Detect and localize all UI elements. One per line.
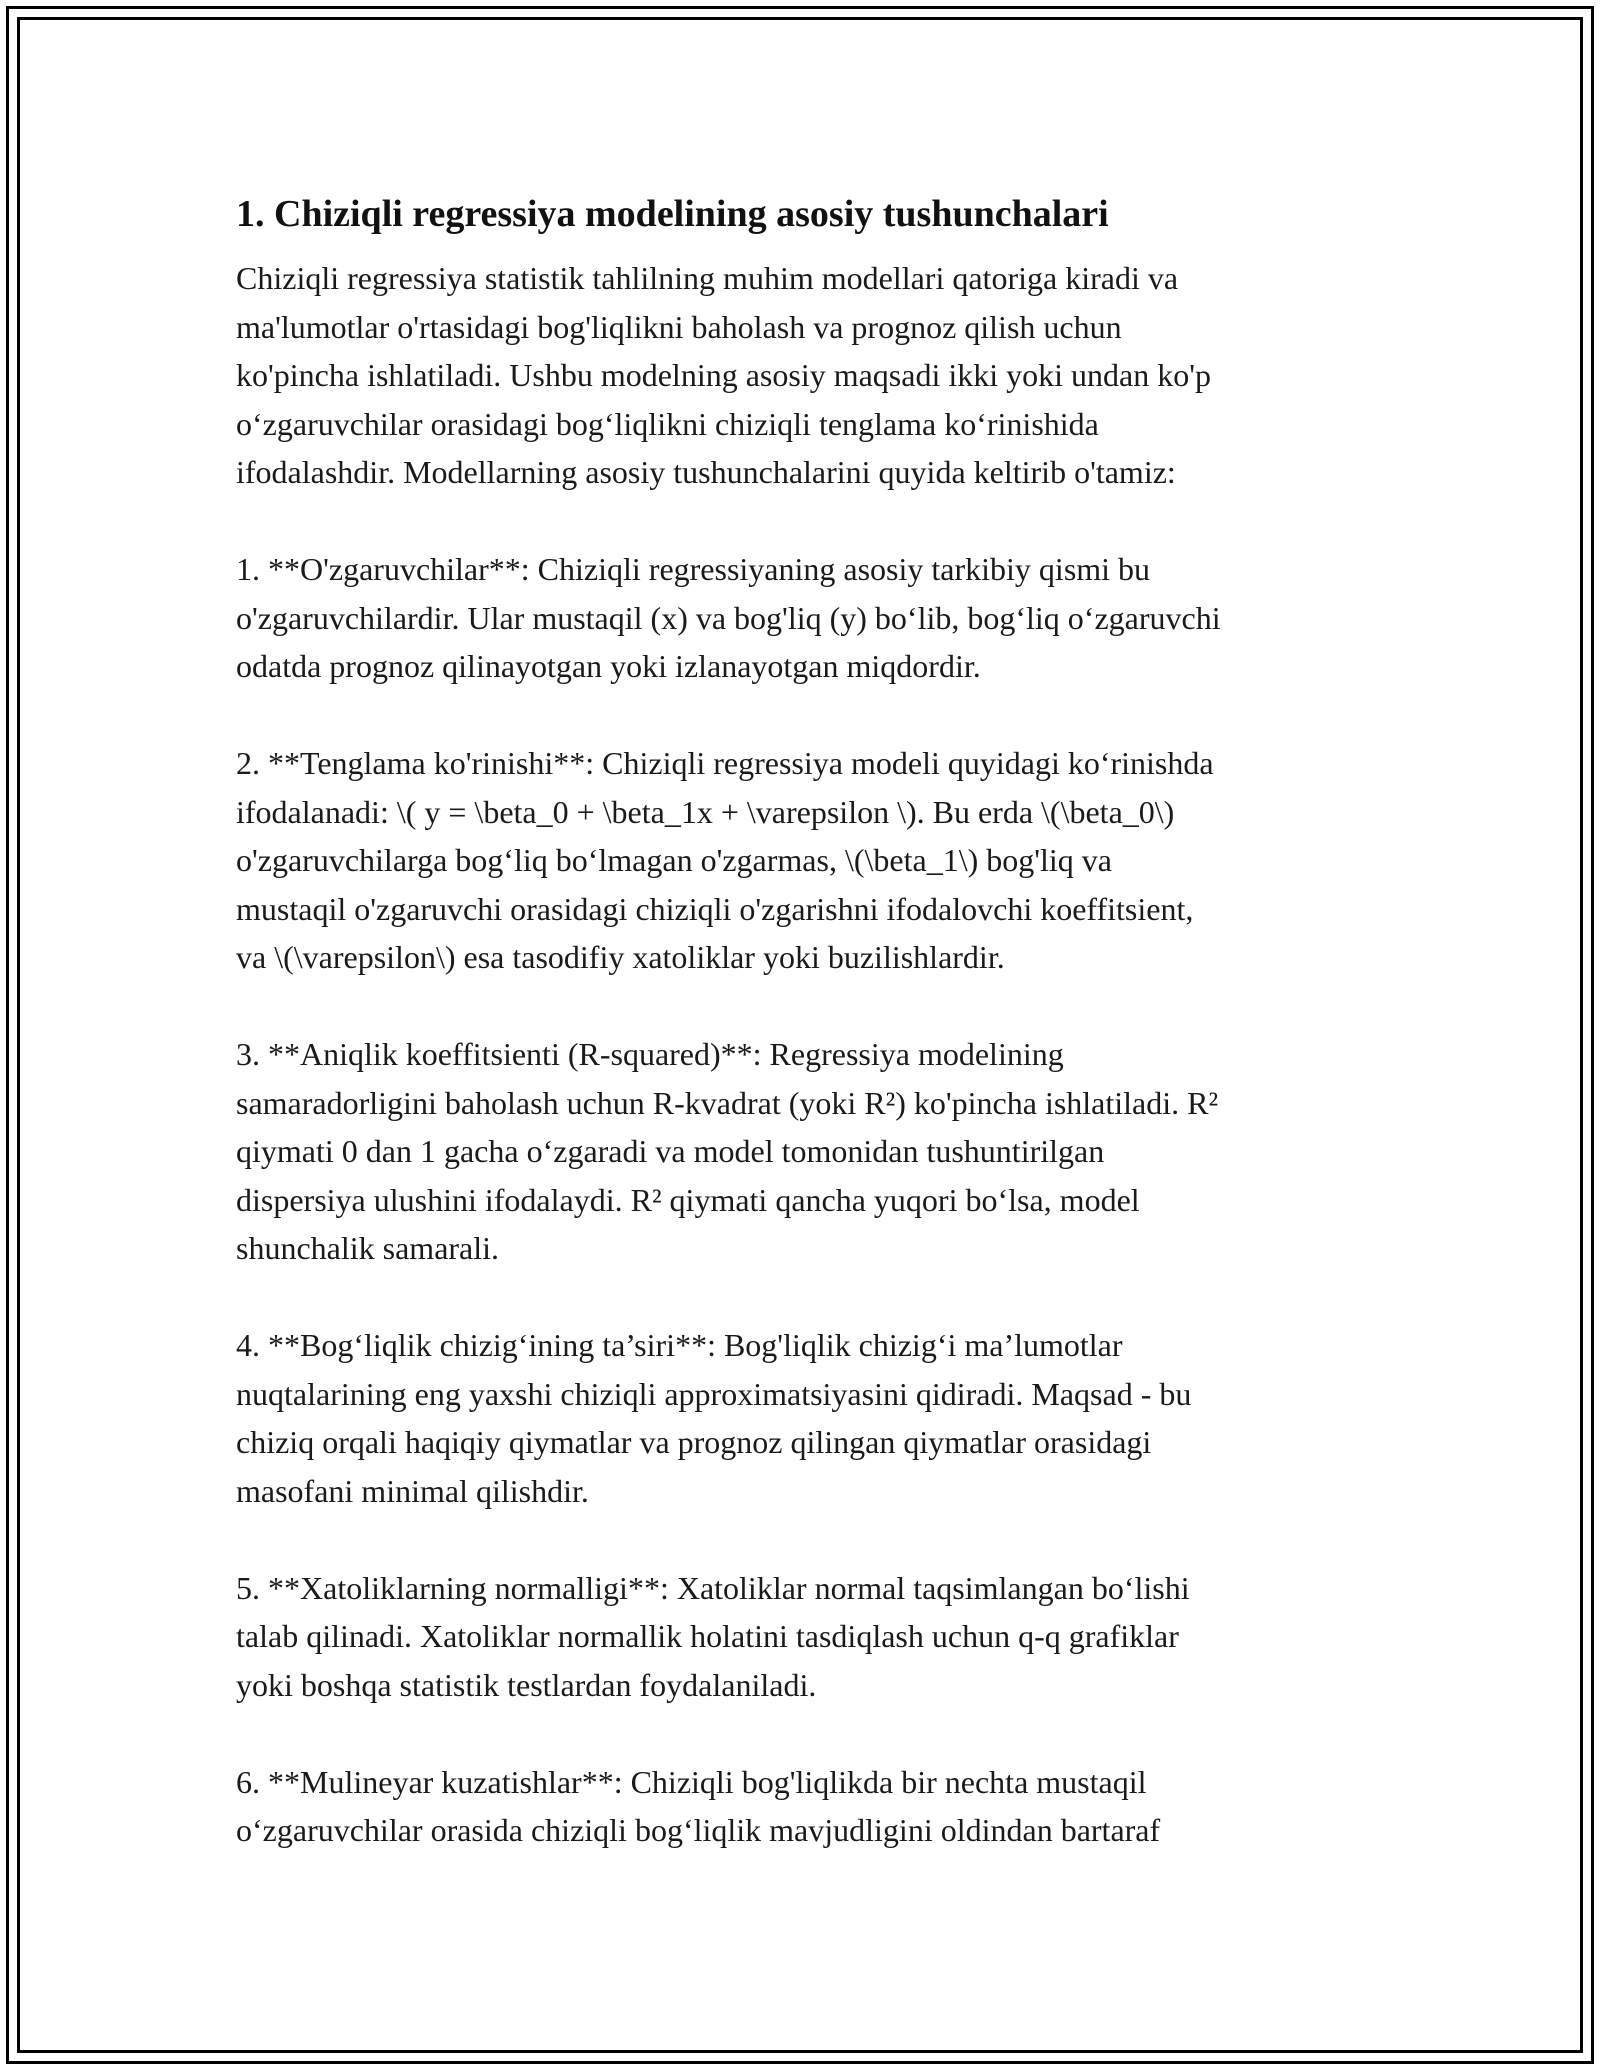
text-line: Chiziqli regressiya statistik tahlilning muhim modellari qatoriga kiradi va xyxy=(236,260,1179,296)
text-line: 2. **Tenglama ko'rinishi**: Chiziqli regressiya modeli quyidagi ko‘rinishda xyxy=(236,745,1214,781)
text-line: 1. **O'zgaruvchilar**: Chiziqli regressiyaning asosiy tarkibiy qismi bu xyxy=(236,551,1151,587)
text-line: samaradorligini baholash uchun R-kvadrat (yoki R²) ko'pincha ishlatiladi. R² xyxy=(236,1084,1219,1121)
text-line: o‘zgaruvchilar orasida chiziqli bog‘liqlik mavjudligini oldindan bartaraf xyxy=(236,1812,1161,1848)
text-line: o'zgaruvchilardir. Ular mustaqil (x) va bog'liq (y) bo‘lib, bog‘liq o‘zgaruvchi xyxy=(236,599,1221,636)
list-item-normality xyxy=(236,1564,1376,1710)
text-line: o‘zgaruvchilar orasidagi bog‘liqlikni chiziqli tenglama ko‘rinishida xyxy=(236,405,1099,442)
text-line: ifodalashdir. Modellarning asosiy tushunchalarini quyida keltirib o'tamiz: xyxy=(236,454,1176,490)
text-line: o'zgaruvchilarga bog‘liq bo‘lmagan o'zgarmas, \(\beta_1\) bog'liq va xyxy=(236,842,1112,878)
text-line: mustaqil o'zgaruvchi orasidagi chiziqli o'zgarishni ifodalovchi koeffitsient, xyxy=(236,890,1194,927)
text-line: 6. **Mulineyar kuzatishlar**: Chiziqli bog'liqlikda bir nechta mustaqil xyxy=(236,1763,1147,1800)
text-line: 5. **Xatoliklarning normalligi**: Xatoliklar normal taqsimlangan bo‘lishi xyxy=(236,1569,1190,1606)
text-line: ko'pincha ishlatiladi. Ushbu modelning asosiy maqsadi ikki yoki undan ko'p xyxy=(236,357,1211,393)
text-line: talab qilinadi. Xatoliklar normallik holatini tasdiqlash uchun q-q grafiklar xyxy=(236,1618,1179,1654)
document-body xyxy=(236,186,1376,1903)
text-line: va \(\varepsilon\) esa tasodifiy xatoliklar yoki buzilishlardir. xyxy=(236,939,1005,975)
text-line: odatda prognoz qilinayotgan yoki izlanayotgan miqdordir. xyxy=(236,648,981,684)
list-item-variables xyxy=(236,545,1376,691)
text-line: dispersiya ulushini ifodalaydi. R² qiymati qancha yuqori bo‘lsa, model xyxy=(236,1181,1140,1218)
text-line: masofani minimal qilishdir. xyxy=(236,1472,589,1509)
text-line: chiziq orqali haqiqiy qiymatlar va prognoz qilingan qiymatlar orasidagi xyxy=(236,1424,1152,1460)
text-line: ma'lumotlar o'rtasidagi bog'liqlikni baholash va prognoz qilish uchun xyxy=(236,308,1122,345)
text-line: qiymati 0 dan 1 gacha o‘zgaradi va model tomonidan tushuntirilgan xyxy=(236,1133,1105,1169)
text-line: 4. **Bog‘liqlik chizig‘ining ta’siri**: Bog'liqlik chizig‘i ma’lumotlar xyxy=(236,1327,1123,1363)
text-line: nuqtalarining eng yaxshi chiziqli approximatsiyasini qidiradi. Maqsad - bu xyxy=(236,1375,1192,1412)
list-item-equation xyxy=(236,739,1376,982)
list-item-r-squared xyxy=(236,1030,1376,1273)
text-line: 3. **Aniqlik koeffitsienti (R-squared)**: Regressiya modelining xyxy=(236,1036,1064,1072)
list-item-multicollinearity xyxy=(236,1758,1376,1855)
section-heading: 1. Chiziqli regressiya modelining asosiy tushunchalari xyxy=(236,193,1109,235)
list-item-regression-line xyxy=(236,1321,1376,1515)
intro-paragraph xyxy=(236,254,1376,497)
text-line: ifodalanadi: \( y = \beta_0 + \beta_1x + \varepsilon \). Bu erda \(\beta_0\) xyxy=(236,793,1175,830)
text-line: shunchalik samarali. xyxy=(236,1230,500,1266)
text-line: yoki boshqa statistik testlardan foydalaniladi. xyxy=(236,1666,817,1703)
